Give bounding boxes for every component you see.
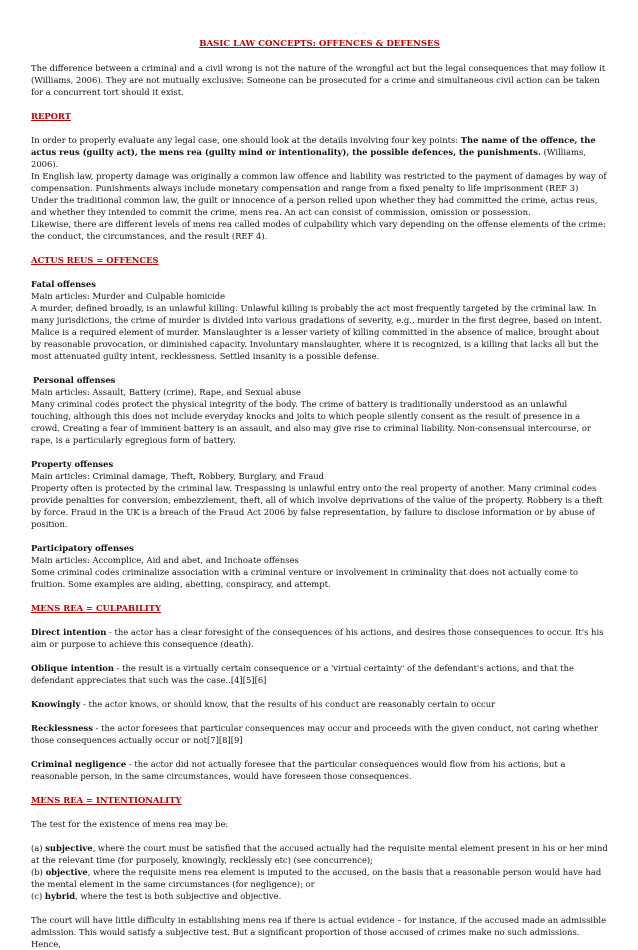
test-definition: , where the court must be satisfied that the accused actually had the requisite mental element present in his or her mind at the relevant time (for purposely, knowingly, recklessly etc) (see concurrence);: [31, 843, 608, 865]
report-p1-citation: (Williams, 2006).: [31, 147, 586, 169]
culpability-definition: - the actor has a clear foresight of the consequences of his actions, and desires those consequences to occur. It's his aim or purpose to achieve this consequence (death).: [31, 627, 604, 649]
culpability-term: Criminal negligence: [31, 759, 127, 769]
culpability-definition: - the actor knows, or should know, that the results of his conduct are reasonably certain to occur: [80, 699, 496, 709]
section-heading-intentionality: MENS REA = INTENTIONALITY: [31, 795, 182, 805]
fatal-offenses-text: A murder, defined broadly, is an unlawful killing. Unlawful killing is probably the act most frequently targeted by the criminal law. In many jurisdictions, the crime of murder is divided into various gradations of severity, e.g., murder in the first degree, based on intent. Malice is a required element of murder. Manslaughter is a lesser variety of killing committed in the absence of malice, brought about by reasonable provocation, or diminished capacity. Involuntary manslaughter, where it is recognized, is a killing that lacks all but the most attenuated guilty intent, recklessness. Settled insanity is a possible defense.: [31, 303, 603, 361]
section-heading-culpability: MENS REA = CULPABILITY: [31, 603, 162, 613]
test-item-subjective: [31, 842, 608, 866]
culpability-term: Direct intention: [31, 627, 107, 637]
culpability-definition: - the actor foresees that particular consequences may occur and proceeds with the given conduct, not caring whether those consequences actually occur or not[7][8][9]: [31, 723, 598, 745]
report-paragraph-4: Likewise, there are different levels of mens rea called modes of culpability which vary depending on the offense elements of the crime: the conduct, the circumstances, and the result (REF 4).: [31, 219, 606, 241]
test-term: subjective: [45, 843, 93, 853]
culpability-item-direct: [31, 626, 608, 650]
test-term: hybrid: [44, 891, 76, 901]
property-offenses-main-articles: Main articles: Criminal damage, Theft, Robbery, Burglary, and Fraud: [31, 471, 325, 481]
personal-offenses-main-articles: Main articles: Assault, Battery (crime), Rape, and Sexual abuse: [31, 387, 301, 397]
personal-offenses-heading: Personal offenses: [33, 375, 116, 385]
report-p1-text: In order to properly evaluate any legal case, one should look at the details involving four key points:: [31, 135, 461, 145]
report-p1-bold: The name of the offence, the actus reus (guilty act), the mens rea (guilty mind or intentionality), the possible defences, the punishments.: [31, 135, 596, 157]
test-prefix: (a): [31, 843, 46, 853]
fatal-offenses-main-articles: Main articles: Murder and Culpable homicide: [31, 291, 226, 301]
culpability-item-oblique: [31, 662, 608, 686]
test-term: objective: [45, 867, 88, 877]
closing-paragraph: The court will have little difficulty in establishing mens rea if there is actual evidence – for instance, if the accused made an admissible admission. This would satisfy a subjective test. But a significant proportion of those accused of crimes make no such admissions. Hence,: [31, 915, 607, 949]
culpability-term: Oblique intention: [31, 663, 114, 673]
culpability-item-recklessness: [31, 722, 608, 746]
culpability-item-negligence: [31, 758, 608, 782]
test-definition: , where the test is both subjective and objective.: [75, 891, 282, 901]
culpability-term: Recklessness: [31, 723, 93, 733]
culpability-definition: - the actor did not actually foresee that the particular consequences would flow from his actions, but a reasonable person, in the same circumstances, would have foreseen those consequences.: [31, 759, 566, 781]
report-paragraph-3: Under the traditional common law, the guilt or innocence of a person relied upon whether they had committed the crime, actus reus, and whether they intended to commit the crime, mens rea. An act can consist of commission, omission or possession.: [31, 195, 598, 217]
property-offenses-text: Property often is protected by the criminal law. Trespassing is unlawful entry onto the real property of another. Many criminal codes provide penalties for conversion, embezzlement, theft, all of which involve deprivations of the value of the property. Robbery is a theft by force. Fraud in the UK is a breach of the Fraud Act 2006 by false representation, by failure to disclose information or by abuse of position.: [31, 483, 603, 529]
test-item-objective: [31, 866, 608, 890]
culpability-definition: - the result is a virtually certain consequence or a 'virtual certainty' of the defendant's actions, and that the defendant appreciates that such was the case..[4][5][6]: [31, 663, 574, 685]
intro-paragraph: The difference between a criminal and a civil wrong is not the nature of the wrongful act but the legal consequences that may follow it (Williams, 2006). They are not mutually exclusive: Someone can be prosecuted for a crime and simultaneous civil action can be taken for a concurrent tort should it exist.: [31, 63, 606, 97]
test-prefix: (c): [31, 891, 45, 901]
personal-offenses-text: Many criminal codes protect the physical integrity of the body. The crime of battery is traditionally understood as an unlawful touching, although this does not include everyday knocks and jolts to which people silently consent as the result of presence in a crowd. Creating a fear of imminent battery is an assault, and also may give rise to criminal liability. Non-consensual intercourse, or rape, is a particularly egregious form of battery.: [31, 399, 591, 445]
section-heading-actus-reus: ACTUS REUS = OFFENCES: [31, 255, 159, 265]
test-prefix: (b): [31, 867, 46, 877]
fatal-offenses-heading: Fatal offenses: [31, 279, 96, 289]
test-definition: , where the requisite mens rea element is imputed to the accused, on the basis that a reasonable person would have had the mental element in the same circumstances (for negligence); or: [31, 867, 602, 889]
document-title: BASIC LAW CONCEPTS: OFFENCES & DEFENSES: [199, 39, 440, 49]
culpability-item-knowingly: [31, 698, 608, 710]
intentionality-lead: The test for the existence of mens rea may be:: [31, 819, 229, 829]
section-heading-report: REPORT: [31, 111, 71, 121]
participatory-offenses-heading: Participatory offenses: [31, 543, 134, 553]
test-item-hybrid: [31, 890, 608, 902]
participatory-offenses-main-articles: Main articles: Accomplice, Aid and abet, and Inchoate offenses: [31, 555, 299, 565]
report-paragraph-2: In English law, property damage was originally a common law offence and liability was restricted to the payment of damages by way of compensation. Punishments always include monetary compensation and range from a fixed penalty to life imprisonment (REF 3): [31, 171, 607, 193]
property-offenses-heading: Property offenses: [31, 459, 114, 469]
report-paragraph-1: [31, 134, 608, 170]
culpability-term: Knowingly: [31, 699, 81, 709]
participatory-offenses-text: Some criminal codes criminalize association with a criminal venture or involvement in criminality that does not actually come to fruition. Some examples are aiding, abetting, conspiracy, and attempt.: [31, 567, 579, 589]
